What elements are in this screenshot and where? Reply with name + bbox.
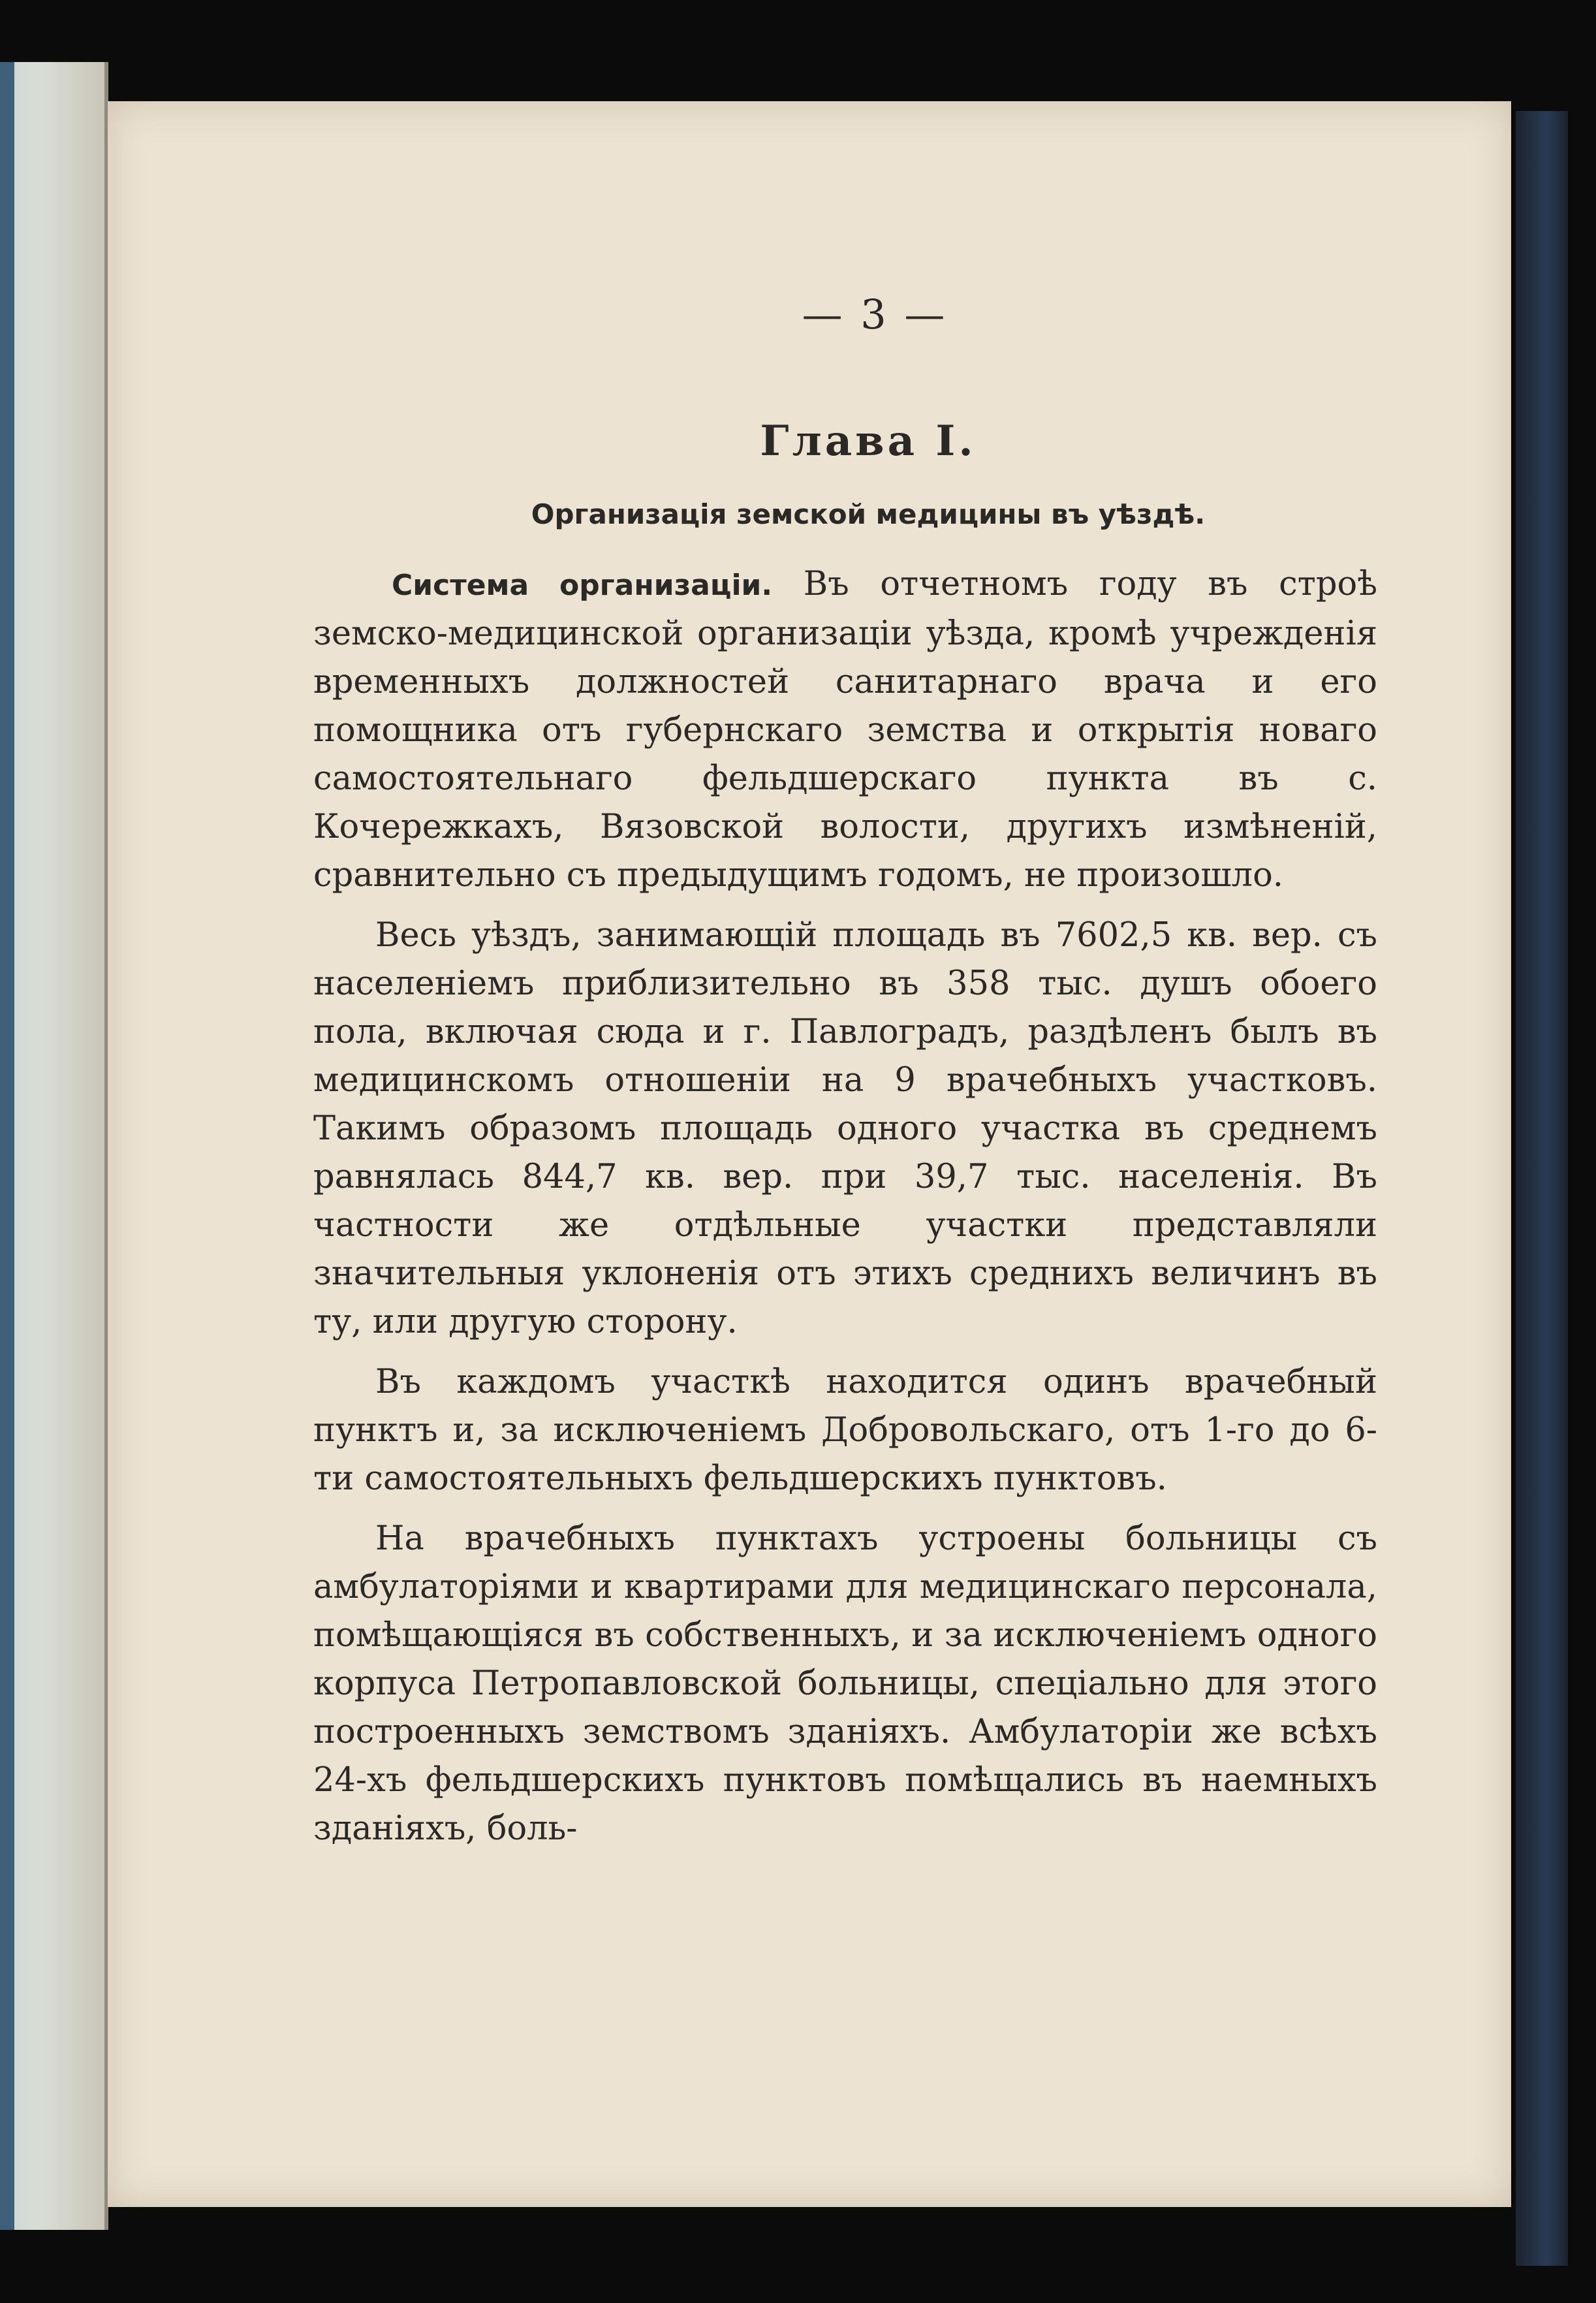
page-number: — 3 — bbox=[802, 291, 948, 338]
paragraph-1 bbox=[313, 560, 1377, 900]
chapter-title: Глава I. bbox=[760, 417, 977, 466]
paragraph-2: Весь уѣздъ, занимающій площадь въ 7602,5 кв. вер. съ населеніемъ приблизительно въ 358 тыс. душъ обоего пола, включая сюда и г. Павлоградъ, раздѣленъ былъ въ медицинскомъ отношеніи на 9 врачебныхъ участковъ. Такимъ образомъ площадь одного участка въ среднемъ равнялась 844,7 кв. вер. при 39,7 тыс. населенія. Въ частности же отдѣльные участки представляли значительныя уклоненія отъ этихъ среднихъ величинъ въ ту, или другую сторону. bbox=[313, 916, 1377, 1341]
right-cover-edge bbox=[1516, 111, 1568, 2266]
page-text-block bbox=[313, 291, 1377, 1865]
paragraph-text: Въ отчетномъ году въ строѣ земско-медицинской организаціи уѣзда, кромѣ учрежденія временныхъ должностей санитарнаго врача и его помощника отъ губернскаго земства и открытія новаго самостоятельнаго фельдшерскаго пункта въ с. Кочережкахъ, Вязовской волости, другихъ измѣненій, сравнительно съ предыдущимъ годомъ, не произошло. bbox=[313, 565, 1377, 895]
book-page bbox=[108, 101, 1511, 2207]
paragraph-3: Въ каждомъ участкѣ находится одинъ врачебный пунктъ и, за исключеніемъ Добровольскаго, отъ 1-го до 6-ти самостоятельныхъ фельдшерскихъ пунктовъ. bbox=[313, 1363, 1377, 1498]
facing-page-edge bbox=[0, 62, 108, 2230]
left-cover-edge bbox=[0, 62, 14, 2230]
section-title: Организація земской медицины въ уѣздѣ. bbox=[531, 498, 1206, 530]
paragraph-lead: Система организаціи. bbox=[392, 569, 773, 602]
paragraph-4: На врачебныхъ пунктахъ устроены больницы съ амбулаторіями и квартирами для медицинскаго персонала, помѣщающіяся въ собственныхъ, и за исключеніемъ одного корпуса Петропавловской больницы, спеціально для этого построенныхъ земствомъ зданіяхъ. Амбулаторіи же всѣхъ 24-хъ фельдшерскихъ пунктовъ помѣщались въ наемныхъ зданіяхъ, боль- bbox=[313, 1519, 1377, 1848]
